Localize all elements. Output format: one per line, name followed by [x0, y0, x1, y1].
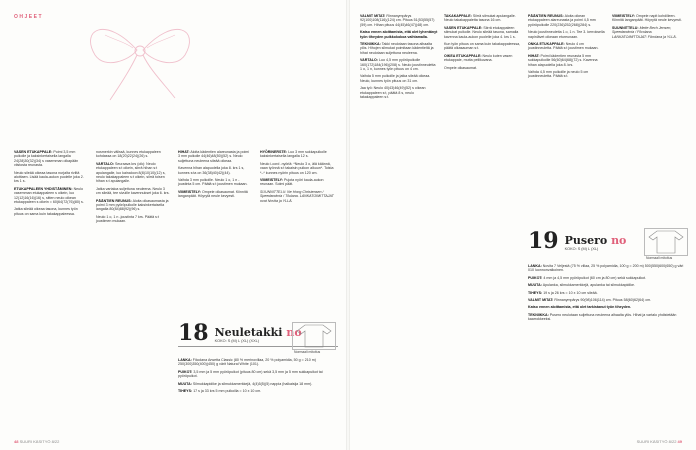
paragraph: PÄÄNTIEN REUNUS: Aloita olkasaumasta ja poimi 3 mm pyöröpuikolle kaksinkertaisella langalla 80(84)88(92)(96) s. [96, 198, 169, 212]
right-page-footer: SUURI KÄSITYÖ 8/22 49 [636, 439, 682, 444]
pattern-18-materials [178, 358, 338, 396]
paragraph: Neulo joustinneuletta 1 o, 1 n. Tee 3. kerroksella napinlävet oikeaan etureunaan. [528, 30, 605, 39]
paragraph: nosmerkin välissä, kunnes etukappaleen kohdassa on 18(20)22(24)(26) s. [96, 150, 161, 159]
fit-label: Normaali mitoitus [294, 350, 321, 354]
pattern-size: KOKO: S (M) L (XL) [564, 247, 599, 252]
paragraph: TIHEYS: 19 s ja 26 krs = 10 x 10 cm sileää. [528, 290, 598, 295]
paragraph: PUIKOT: 4 mm ja 4,5 mm pyöröpuikot (60 cm ja 80 cm) sekä sukkapuikot. [528, 275, 647, 280]
pattern-size: KOKO: S (M) L (XL) (XXL) [214, 339, 259, 344]
p2-column-1 [360, 14, 438, 103]
paragraph: LANKA: Filcolana Arwetta Classic (80 % merinovillaa, 20 % polyamidia, 50 g = 210 m) 250(300)350(400)(450) g värit Natural White (101). [178, 358, 316, 367]
p2-column-4 [612, 14, 688, 42]
paragraph: Vaihda 3 mm puikoille. Neulo 1 o, 1 n -joustinta 5 cm. Päätä s:t joustimen mukaan. [178, 178, 248, 187]
paragraph: PUIKOT: 3,5 mm ja 5 mm pyöröpuikot (pituus 80 cm) sekä 3,5 mm ja 5 mm sukkapuikot tai pyöröpuikot. [178, 369, 323, 379]
p1-column-4 [260, 150, 336, 206]
paragraph: VARTALO: Luo 4,5 mm pyöröpuikolle 160(172)184(196)(208) s. Neulo joustinneuletta 1 o, 1 n, kunnes työn pituus on 4 cm. [360, 58, 436, 72]
paragraph: VIIMEISTELY: Pujota nyöri kaula-aukon reunaan. Solmi päät. [260, 178, 324, 187]
paragraph: HIHAT: Aloita kädentien alareunasta ja poimi 3 mm puikolle 44(46)48(50)(52) s. Neulo suljettuna neuleena sileää oikeaa. [178, 150, 250, 163]
paragraph: Kavenna hihan alapuolella joka 8. krs 1 s, kunnes s:ta on 36(38)40(42)(44). [178, 166, 245, 175]
paragraph: VARTALO: Seuraava krs (oik): Neulo etukappaleen s:t oikein, siirrä hihan s:t apulangalle, luo kainaloon 8(8)10(10)(12) s, neulo takakappaleen s:t oikein, siirrä toisen hihan s:t apulangalle. [96, 161, 166, 184]
pattern-title: Pusero no [564, 234, 627, 248]
paragraph: Kun työn pituus on sama kuin takakappaleessa, päätä olkasauman s:t. [444, 42, 521, 51]
pattern-title: Neuletakki no [214, 326, 302, 340]
paragraph: VIIMEISTELY: Ompele olkasaumat. Kiinnitä langanpäät. Höyrytä neule kevyesti. [178, 189, 248, 199]
pattern-number: 19 [528, 228, 559, 254]
paragraph: Jatka vartaloa suljettuna neuleena. Neulo 3 cm sileää, tee sivuille kavennukset joka 6. krs. [96, 186, 170, 196]
sweater-schematic [292, 322, 336, 350]
paragraph: SUUNNITTELU: Ne Hong Christensen / Speedandmia / Tilulana. LANKATOIMITTAJAT ovat Novita ja YLLÄ. [260, 189, 334, 203]
paragraph: VALMIT MITAT: Rinnanympärys 92(100)108(116)(124) cm. Pituus 51(53)55(57)(59) cm. Hihan pituus 44(45)46(47)(48) cm. [360, 14, 435, 27]
paragraph: OIKEA ETUKAPPALE: Neulo kuten vasen etukappale, mutta peilikuvana. [444, 53, 513, 63]
paragraph: VASEN ETUKAPPALE: Poimi 3,5 mm puikolle ja kaksinkertaisella langalla 24(28)30(32)(34) s vasemman olkapään viistosta reunasta. [14, 150, 79, 168]
paragraph: SUUNNITTELU: Mette Bech Jensen, Speedandmia / Filcolana. LANKATOIMITTAJAT: Filcolana ja YLLÄ. [612, 25, 677, 39]
p2-column-2 [444, 14, 522, 73]
paragraph: VIIMEISTELY: Ompele napit kohdilleen. Kiinnitä langanpäät. Höyrytä neule kevyesti. [612, 14, 682, 23]
paragraph: TEKNIIKKA: Takki neulotaan tasona alhaalta ylös. Hihojen silmukat poimitaan kädentieltä ja hihat neulotaan suljettuna neuleena. [360, 42, 434, 55]
paragraph: Neulo 1 o, 1 n -joustinta 7 krs. Päätä s:t joustimen mukaan. [96, 214, 159, 224]
paragraph: Katso ennen aloittamista, että olet tarkistanut työn tiheyden. [528, 305, 632, 310]
paragraph: HYÖRINERSTE: Luo 3 mm sukkapuikolle kaksinkertaisella langalla 12 s. [260, 150, 327, 159]
paragraph: TAKAKAPPALE: Siirrä silmukat apulangalle. Neulo takakappaletta tasona 16 cm. [444, 14, 516, 23]
paragraph: HIHAT: Poimi kädentien reunasta 5 mm sukkapuikoille 56(60)64(68)(72) s. Kavenna hihan alapuolella joka 8. krs. [528, 53, 598, 67]
paragraph: VALMIT MITAT: Rinnanympärys 90(98)106(114) cm. Pituus 58(60)62(64) cm. [528, 298, 652, 303]
paragraph: LANKA: Novita 7 Veljestä (75 % villaa, 25 % polyamidia, 100 g = 200 m) 500(550)600(650) g väri 010 luonnonvalkoinen. [528, 264, 684, 273]
pattern-19-materials [528, 264, 688, 325]
p1-column-1 [14, 150, 88, 219]
section-title: OHJEET [14, 14, 44, 20]
paragraph: ETUKAPPALEEN YHDISTÄMINEN: Neulo vasemman etukappaleen s oikein, luo 12(12)16(16)(16) s, sitten neulo oikean etukappaleen s oikein = 60(64)72(76)(80) s. [14, 186, 84, 205]
p1-column-2 [96, 150, 170, 227]
pattern-number: 18 [178, 320, 209, 346]
right-page [348, 0, 696, 450]
paragraph: Katso ennen aloittamista, että olet lyhentänyt työn tiheyden puikkokokoa vaihtamalla. [360, 30, 438, 39]
paragraph: PÄÄNTIEN REUNUS: Aloita oikean etukappaleen alareunasta ja poimi 4,5 mm pyöröpuikolle 220(236)252(268)(284) s. [528, 14, 596, 27]
paragraph: Vaihda 4,5 mm puikoille ja neulo 5 cm joustinneuletta. Päätä s:t. [528, 70, 589, 79]
paragraph: Ompele olkasaumat. [444, 65, 477, 70]
paragraph: Jaa työ: Neulo 40(43)46(49)(52) s oikean etukappaleen s:t, päätä 8 s, neulo takakappaleen s:t. [360, 86, 426, 100]
paragraph: Neulo i-cord -nyöriä: *Neulo 3 o, älä käännä, vaan työnnä s:t takaisin puikon alkuun*. Toista *–* kunnes nyörin pituus on 120 cm. [260, 161, 334, 175]
paragraph: TEKNIIKKA: Pusero neulotaan suljettuna neuleena alhaalta ylös. Hihat ja vartalo yhdistetään kaarrokkeeksi. [528, 312, 677, 322]
left-page-footer: 48 SUURI KÄSITYÖ 8/22 [14, 439, 60, 444]
bow-illustration [75, 10, 205, 105]
paragraph: VASEN ETUKAPPALE: Siirrä etukappaleen silmukat puikolle. Neulo sileää tasona, samalla kavenna kaula-aukon puolelle joka 4. krs 1 s. [444, 25, 519, 39]
paragraph: Jatka sileää oikeaa tasona, kunnes työn pituus on sama kuin takakappaleessa. [14, 207, 78, 216]
paragraph: ONKA ETUKAPPALE: Neulo 4 cm joustinneuletta. Päätä s:t joustimen mukaan. [528, 42, 599, 51]
p1-column-3 [178, 150, 252, 202]
p2-column-3 [528, 14, 606, 82]
paragraph: Neulo sileää oikeaa tasona nurjalta riviltä aloittaen. Lisää kaula-aukon puolelle joka 2. krs 1 s. [14, 170, 84, 184]
pullover-schematic [644, 228, 688, 256]
paragraph: MUUTA: Apulanka, silmukkamerkkejä, apulanka tai silmukkapidike. [528, 283, 636, 288]
paragraph: Vaihda 5 mm puikoille ja jatka sileää oikeaa. Neulo, kunnes työn pituus on 31 cm. [360, 74, 431, 83]
paragraph: TIHEYS: 17 s ja 33 krs 5 mm puikoilla = 10 x 10 cm. [178, 389, 262, 394]
fit-label: Normaali mitoitus [646, 256, 673, 260]
paragraph: MUUTA: Silmukkapidike ja silmukkamerkkejä, 4(4)5(5)(5) nappia (halkaisija 18 mm). [178, 381, 313, 386]
